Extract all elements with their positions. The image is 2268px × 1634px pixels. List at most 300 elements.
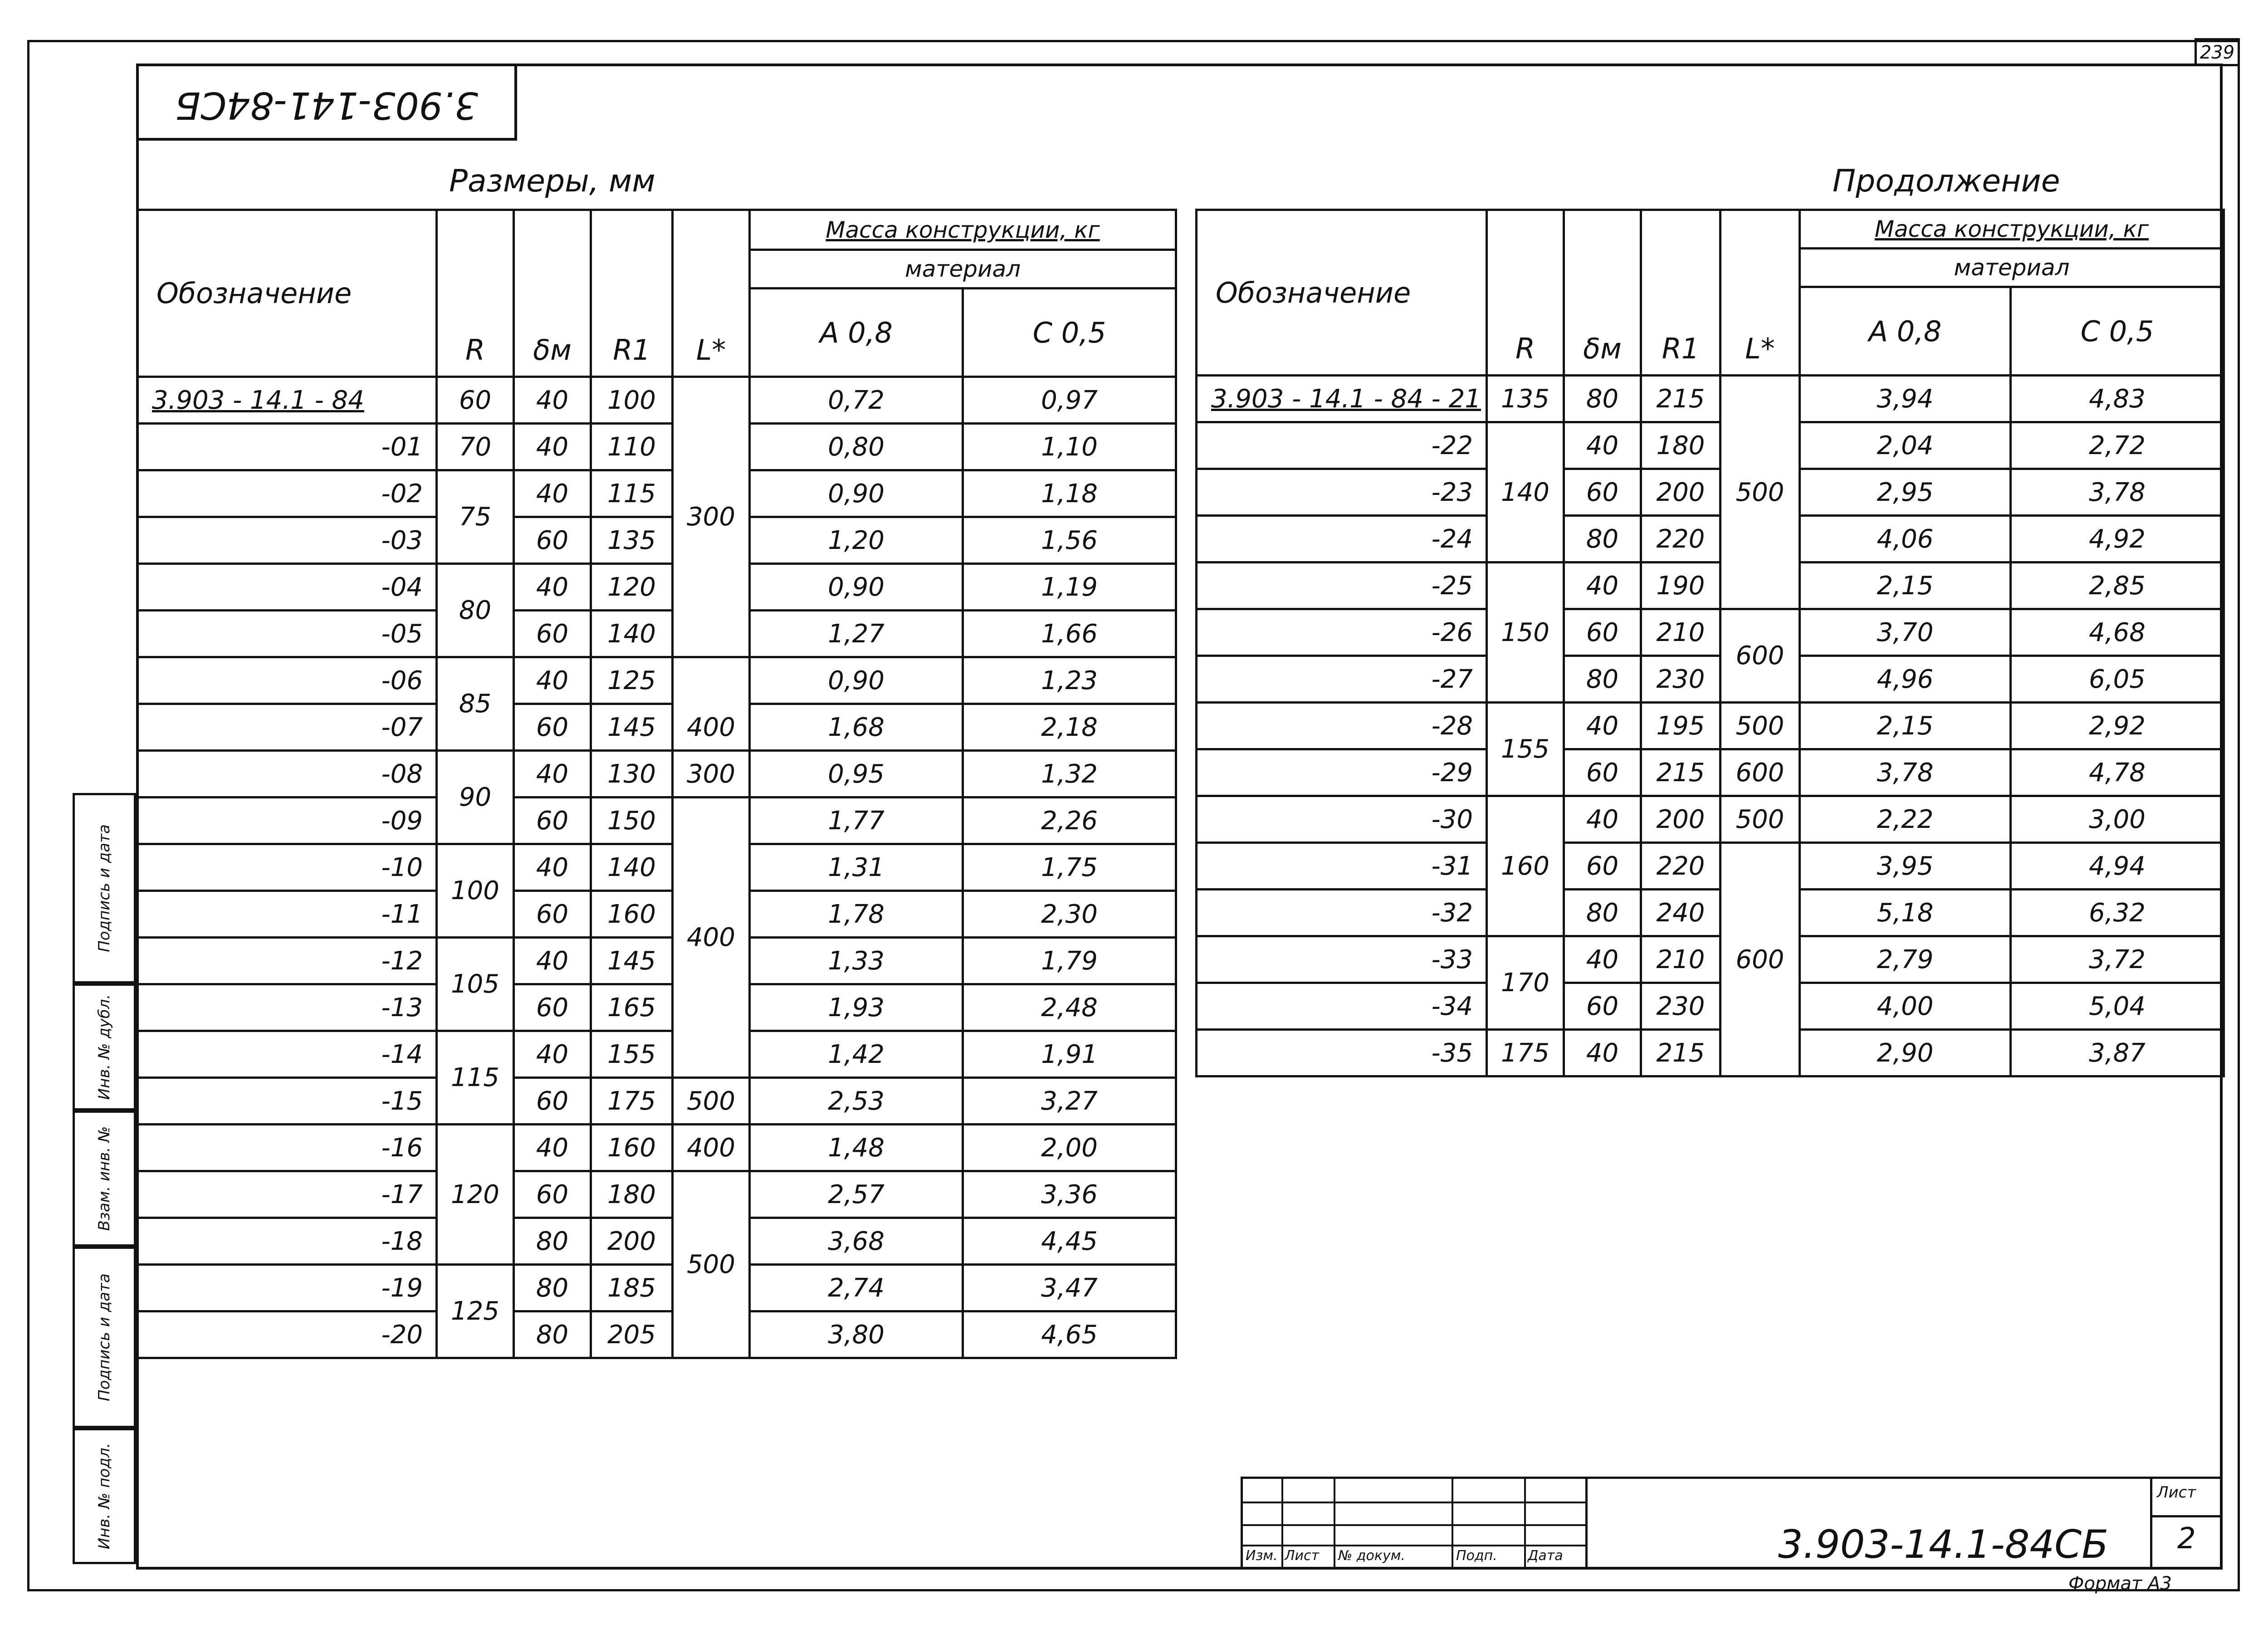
table-row	[137, 470, 1176, 517]
header-r1: R1	[1641, 210, 1721, 376]
r-cell: 125	[437, 1265, 514, 1358]
designation-cell: -06	[137, 657, 437, 704]
mass-a-cell: 1,27	[750, 611, 963, 657]
side-stamp-label: Инв. № подл.	[95, 1443, 113, 1550]
r-cell: 120	[437, 1125, 514, 1265]
table-row	[137, 1311, 1176, 1358]
r-cell: 75	[437, 470, 514, 564]
inverted-code: 3.903-141-84СБ	[175, 83, 479, 127]
designation-cell: -20	[137, 1311, 437, 1358]
mass-a-cell: 2,57	[750, 1171, 963, 1218]
r-cell: 70	[437, 424, 514, 470]
designation-cell: -08	[137, 751, 437, 797]
delta-cell: 40	[1564, 703, 1641, 749]
table-row	[137, 1218, 1176, 1265]
mass-c-cell: 1,23	[963, 657, 1176, 704]
r1-cell: 215	[1641, 1030, 1721, 1076]
mass-c-cell: 4,94	[2011, 843, 2224, 890]
r1-cell: 230	[1641, 983, 1721, 1030]
table-row	[137, 657, 1176, 704]
mass-a-cell: 2,95	[1800, 469, 2011, 516]
mass-a-cell: 2,22	[1800, 796, 2011, 843]
table-row	[1197, 516, 2224, 563]
l-cell: 400	[673, 1125, 750, 1171]
side-stamp-cell	[73, 1247, 136, 1428]
mass-c-cell: 1,66	[963, 611, 1176, 657]
designation-cell: -26	[1197, 609, 1487, 656]
table-row	[1197, 422, 2224, 469]
mass-a-cell: 0,95	[750, 751, 963, 797]
table-row	[1197, 749, 2224, 796]
r-cell: 140	[1487, 422, 1564, 563]
delta-cell: 40	[514, 844, 591, 891]
r1-cell: 110	[591, 424, 673, 470]
l-cell: 500	[673, 1171, 750, 1358]
table-row	[137, 377, 1176, 424]
mass-a-cell: 1,31	[750, 844, 963, 891]
table-row	[1197, 563, 2224, 609]
r1-cell: 240	[1641, 890, 1721, 936]
delta-cell: 40	[514, 1125, 591, 1171]
side-stamp-label: Подпись и дата	[95, 1273, 113, 1401]
side-stamp	[73, 793, 136, 1564]
grid-line	[1452, 1479, 1453, 1567]
designation-cell: 3.903 - 14.1 - 84	[137, 377, 437, 424]
delta-cell: 60	[514, 704, 591, 751]
delta-cell: 60	[514, 797, 591, 844]
mass-a-cell: 2,15	[1800, 563, 2011, 609]
delta-cell: 40	[514, 424, 591, 470]
delta-cell: 60	[514, 611, 591, 657]
mass-a-cell: 1,42	[750, 1031, 963, 1078]
grid-line	[1243, 1524, 1585, 1526]
mass-c-cell: 3,27	[963, 1078, 1176, 1125]
r1-cell: 145	[591, 938, 673, 984]
delta-cell: 80	[514, 1311, 591, 1358]
delta-cell: 80	[514, 1218, 591, 1265]
side-stamp-label: Взам. инв. №	[95, 1126, 113, 1231]
mass-c-cell: 3,36	[963, 1171, 1176, 1218]
delta-cell: 60	[514, 1078, 591, 1125]
r1-cell: 190	[1641, 563, 1721, 609]
mass-c-cell: 3,47	[963, 1265, 1176, 1311]
sheet-divider	[2152, 1515, 2223, 1517]
mass-c-cell: 3,78	[2011, 469, 2224, 516]
revision-grid	[1243, 1479, 1585, 1567]
mass-a-cell: 1,93	[750, 984, 963, 1031]
r1-cell: 215	[1641, 749, 1721, 796]
designation-cell: -05	[137, 611, 437, 657]
designation-cell: -30	[1197, 796, 1487, 843]
page-number-box	[2195, 38, 2240, 66]
designation-cell: -03	[137, 517, 437, 564]
sheet-label: Лист	[2157, 1483, 2196, 1502]
side-stamp-label: Подпись и дата	[95, 824, 113, 952]
l-cell: 600	[1721, 749, 1800, 796]
mass-c-cell: 1,10	[963, 424, 1176, 470]
table-row	[137, 844, 1176, 891]
delta-cell: 40	[514, 751, 591, 797]
mass-a-cell: 3,78	[1800, 749, 2011, 796]
r-cell: 170	[1487, 936, 1564, 1030]
mass-c-cell: 1,32	[963, 751, 1176, 797]
mass-c-cell: 2,48	[963, 984, 1176, 1031]
delta-cell: 40	[514, 1031, 591, 1078]
designation-cell: -07	[137, 704, 437, 751]
col-label: Подп.	[1456, 1548, 1497, 1564]
designation-cell: -24	[1197, 516, 1487, 563]
grid-line	[1243, 1502, 1585, 1503]
designation-cell: -11	[137, 891, 437, 938]
mass-c-cell: 3,00	[2011, 796, 2224, 843]
mass-c-cell: 1,18	[963, 470, 1176, 517]
header-delta: δм	[514, 210, 591, 377]
header-c: С 0,5	[2011, 287, 2224, 376]
designation-cell: -31	[1197, 843, 1487, 890]
designation-cell: -13	[137, 984, 437, 1031]
r1-cell: 100	[591, 377, 673, 424]
mass-c-cell: 2,00	[963, 1125, 1176, 1171]
table-row	[1197, 703, 2224, 749]
r1-cell: 150	[591, 797, 673, 844]
header-c: С 0,5	[963, 289, 1176, 377]
grid-line	[1281, 1479, 1283, 1567]
l-cell: 500	[1721, 703, 1800, 749]
col-label: № докум.	[1338, 1548, 1405, 1564]
r1-cell: 220	[1641, 843, 1721, 890]
table-row	[1197, 890, 2224, 936]
mass-a-cell: 2,53	[750, 1078, 963, 1125]
designation-cell: -09	[137, 797, 437, 844]
mass-c-cell: 4,68	[2011, 609, 2224, 656]
mass-c-cell: 3,87	[2011, 1030, 2224, 1076]
table-row	[137, 938, 1176, 984]
delta-cell: 60	[514, 984, 591, 1031]
table-row	[1197, 936, 2224, 983]
delta-cell: 80	[1564, 376, 1641, 422]
mass-c-cell: 2,85	[2011, 563, 2224, 609]
delta-cell: 80	[1564, 890, 1641, 936]
table-row	[1197, 656, 2224, 703]
side-stamp-cell	[73, 1111, 136, 1247]
mass-c-cell: 1,75	[963, 844, 1176, 891]
mass-a-cell: 0,72	[750, 377, 963, 424]
mass-c-cell: 3,72	[2011, 936, 2224, 983]
col-label: Изм.	[1246, 1548, 1278, 1564]
right-caption: Продолжение	[1833, 163, 2060, 199]
mass-c-cell: 2,72	[2011, 422, 2224, 469]
mass-c-cell: 4,83	[2011, 376, 2224, 422]
header-material: материал	[750, 250, 1176, 289]
delta-cell: 80	[1564, 656, 1641, 703]
delta-cell: 60	[1564, 469, 1641, 516]
left-caption: Размеры, мм	[449, 163, 655, 199]
designation-cell: -17	[137, 1171, 437, 1218]
designation-cell: -04	[137, 564, 437, 611]
table-row	[1197, 469, 2224, 516]
mass-c-cell: 6,32	[2011, 890, 2224, 936]
sheet-box	[2150, 1479, 2223, 1567]
r-cell: 160	[1487, 796, 1564, 936]
mass-a-cell: 2,04	[1800, 422, 2011, 469]
delta-cell: 60	[1564, 843, 1641, 890]
left-spec-table	[136, 209, 1177, 1359]
r-cell: 135	[1487, 376, 1564, 422]
mass-a-cell: 2,74	[750, 1265, 963, 1311]
mass-a-cell: 4,96	[1800, 656, 2011, 703]
table-row	[137, 1125, 1176, 1171]
col-label: Лист	[1285, 1548, 1320, 1564]
side-stamp-cell	[73, 793, 136, 983]
designation-cell: -29	[1197, 749, 1487, 796]
designation-cell: -01	[137, 424, 437, 470]
r1-cell: 160	[591, 1125, 673, 1171]
l-cell: 300	[673, 377, 750, 657]
designation-cell: -23	[1197, 469, 1487, 516]
mass-a-cell: 0,90	[750, 470, 963, 517]
grid-line	[1243, 1545, 1585, 1546]
table-row	[1197, 1030, 2224, 1076]
r1-cell: 175	[591, 1078, 673, 1125]
r1-cell: 230	[1641, 656, 1721, 703]
l-cell: 600	[1721, 843, 1800, 1076]
inverted-code-box	[136, 64, 517, 141]
delta-cell: 60	[1564, 983, 1641, 1030]
r1-cell: 200	[1641, 796, 1721, 843]
mass-a-cell: 1,20	[750, 517, 963, 564]
header-l: L*	[1721, 210, 1800, 376]
r1-cell: 215	[1641, 376, 1721, 422]
delta-cell: 60	[514, 891, 591, 938]
mass-c-cell: 2,30	[963, 891, 1176, 938]
table-row	[137, 797, 1176, 844]
r1-cell: 125	[591, 657, 673, 704]
designation-cell: -27	[1197, 656, 1487, 703]
table-row	[137, 1031, 1176, 1078]
l-cell: 400	[673, 704, 750, 751]
mass-a-cell: 3,70	[1800, 609, 2011, 656]
r1-cell: 165	[591, 984, 673, 1031]
designation-cell: -32	[1197, 890, 1487, 936]
header-r1: R1	[591, 210, 673, 377]
delta-cell: 40	[514, 657, 591, 704]
mass-a-cell: 4,06	[1800, 516, 2011, 563]
mass-a-cell: 1,78	[750, 891, 963, 938]
r1-cell: 160	[591, 891, 673, 938]
mass-a-cell: 2,79	[1800, 936, 2011, 983]
delta-cell: 60	[1564, 749, 1641, 796]
mass-a-cell: 0,90	[750, 657, 963, 704]
right-spec-table	[1195, 209, 2225, 1077]
mass-c-cell: 6,05	[2011, 656, 2224, 703]
table-row	[137, 891, 1176, 938]
delta-cell: 60	[1564, 609, 1641, 656]
table-row	[137, 424, 1176, 470]
r1-cell: 185	[591, 1265, 673, 1311]
r1-cell: 180	[591, 1171, 673, 1218]
r-cell: 150	[1487, 563, 1564, 703]
sheet-number: 2	[2177, 1522, 2196, 1556]
r1-cell: 130	[591, 751, 673, 797]
designation-cell: -14	[137, 1031, 437, 1078]
r1-cell: 115	[591, 470, 673, 517]
r-cell: 85	[437, 657, 514, 751]
grid-line	[1585, 1479, 1588, 1567]
delta-cell: 80	[1564, 516, 1641, 563]
designation-cell: -18	[137, 1218, 437, 1265]
mass-c-cell: 1,19	[963, 564, 1176, 611]
designation-cell: -22	[1197, 422, 1487, 469]
mass-a-cell: 3,94	[1800, 376, 2011, 422]
l-cell: 500	[1721, 376, 1800, 609]
designation-cell: -33	[1197, 936, 1487, 983]
mass-a-cell: 5,18	[1800, 890, 2011, 936]
r1-cell: 200	[1641, 469, 1721, 516]
header-l: L*	[673, 210, 750, 377]
mass-a-cell: 3,68	[750, 1218, 963, 1265]
delta-cell: 40	[514, 470, 591, 517]
mass-c-cell: 5,04	[2011, 983, 2224, 1030]
mass-c-cell: 2,26	[963, 797, 1176, 844]
delta-cell: 40	[514, 564, 591, 611]
mass-a-cell: 2,90	[1800, 1030, 2011, 1076]
mass-a-cell: 3,80	[750, 1311, 963, 1358]
delta-cell: 40	[1564, 1030, 1641, 1076]
delta-cell: 40	[1564, 796, 1641, 843]
header-a: А 0,8	[750, 289, 963, 377]
mass-c-cell: 1,79	[963, 938, 1176, 984]
r1-cell: 140	[591, 611, 673, 657]
mass-c-cell: 2,92	[2011, 703, 2224, 749]
delta-cell: 80	[514, 1265, 591, 1311]
grid-line	[1524, 1479, 1526, 1567]
header-delta: δм	[1564, 210, 1641, 376]
mass-c-cell: 0,97	[963, 377, 1176, 424]
header-designation: Обозначение	[137, 210, 437, 377]
table-row	[1197, 609, 2224, 656]
r1-cell: 180	[1641, 422, 1721, 469]
mass-a-cell: 1,77	[750, 797, 963, 844]
l-cell: 500	[1721, 796, 1800, 843]
mass-c-cell: 1,91	[963, 1031, 1176, 1078]
side-stamp-label: Инв. № дубл.	[95, 994, 113, 1100]
l-cell: 600	[1721, 609, 1800, 703]
designation-cell: 3.903 - 14.1 - 84 - 21	[1197, 376, 1487, 422]
mass-c-cell: 1,56	[963, 517, 1176, 564]
designation-cell: -35	[1197, 1030, 1487, 1076]
mass-a-cell: 2,15	[1800, 703, 2011, 749]
grid-line	[1334, 1479, 1335, 1567]
designation-cell: -25	[1197, 563, 1487, 609]
designation-cell: -16	[137, 1125, 437, 1171]
mass-c-cell: 4,45	[963, 1218, 1176, 1265]
l-cell: 500	[673, 1078, 750, 1125]
mass-a-cell: 0,90	[750, 564, 963, 611]
header-r: R	[1487, 210, 1564, 376]
mass-a-cell: 3,95	[1800, 843, 2011, 890]
mass-c-cell: 4,92	[2011, 516, 2224, 563]
header-material: материал	[1800, 249, 2224, 287]
header-a: А 0,8	[1800, 287, 2011, 376]
table-row	[137, 984, 1176, 1031]
designation-cell: -34	[1197, 983, 1487, 1030]
header-designation: Обозначение	[1197, 210, 1487, 376]
r-cell: 155	[1487, 703, 1564, 796]
r1-cell: 200	[591, 1218, 673, 1265]
r-cell: 90	[437, 751, 514, 844]
table-row	[137, 1265, 1176, 1311]
r1-cell: 145	[591, 704, 673, 751]
mass-c-cell: 4,65	[963, 1311, 1176, 1358]
l-cell	[673, 657, 750, 704]
delta-cell: 40	[1564, 563, 1641, 609]
designation-cell: -28	[1197, 703, 1487, 749]
r1-cell: 120	[591, 564, 673, 611]
r1-cell: 155	[591, 1031, 673, 1078]
header-r: R	[437, 210, 514, 377]
designation-cell: -10	[137, 844, 437, 891]
mass-a-cell: 0,80	[750, 424, 963, 470]
r-cell: 80	[437, 564, 514, 657]
table-row	[137, 611, 1176, 657]
table-row	[137, 564, 1176, 611]
table-row	[137, 517, 1176, 564]
mass-a-cell: 1,33	[750, 938, 963, 984]
r-cell: 105	[437, 938, 514, 1031]
designation-cell: -12	[137, 938, 437, 984]
designation-cell: -19	[137, 1265, 437, 1311]
r-cell: 60	[437, 377, 514, 424]
col-label: Дата	[1528, 1548, 1563, 1564]
side-stamp-cell	[73, 1428, 136, 1564]
format-label: Формат А3	[2068, 1573, 2172, 1594]
table-row	[1197, 796, 2224, 843]
r1-cell: 135	[591, 517, 673, 564]
r-cell: 175	[1487, 1030, 1564, 1076]
r1-cell: 140	[591, 844, 673, 891]
mass-a-cell: 4,00	[1800, 983, 2011, 1030]
header-mass: Масса конструкции, кг	[750, 210, 1176, 250]
table-row	[1197, 843, 2224, 890]
doc-code: 3.903-14.1-84СБ	[1778, 1522, 2109, 1567]
table-row	[137, 751, 1176, 797]
table-row	[137, 1078, 1176, 1125]
r1-cell: 195	[1641, 703, 1721, 749]
mass-a-cell: 1,68	[750, 704, 963, 751]
r1-cell: 210	[1641, 609, 1721, 656]
mass-c-cell: 2,18	[963, 704, 1176, 751]
delta-cell: 40	[514, 377, 591, 424]
page-number: 239	[2200, 42, 2235, 63]
table-row	[137, 704, 1176, 751]
delta-cell: 40	[514, 938, 591, 984]
r1-cell: 210	[1641, 936, 1721, 983]
mass-c-cell: 4,78	[2011, 749, 2224, 796]
mass-a-cell: 1,48	[750, 1125, 963, 1171]
delta-cell: 40	[1564, 422, 1641, 469]
designation-cell: -15	[137, 1078, 437, 1125]
r-cell: 100	[437, 844, 514, 938]
table-row	[1197, 376, 2224, 422]
side-stamp-cell	[73, 983, 136, 1111]
table-row	[1197, 983, 2224, 1030]
designation-cell: -02	[137, 470, 437, 517]
r1-cell: 220	[1641, 516, 1721, 563]
table-row	[137, 1171, 1176, 1218]
title-block	[1241, 1477, 2223, 1570]
l-cell: 400	[673, 797, 750, 1078]
r1-cell: 205	[591, 1311, 673, 1358]
